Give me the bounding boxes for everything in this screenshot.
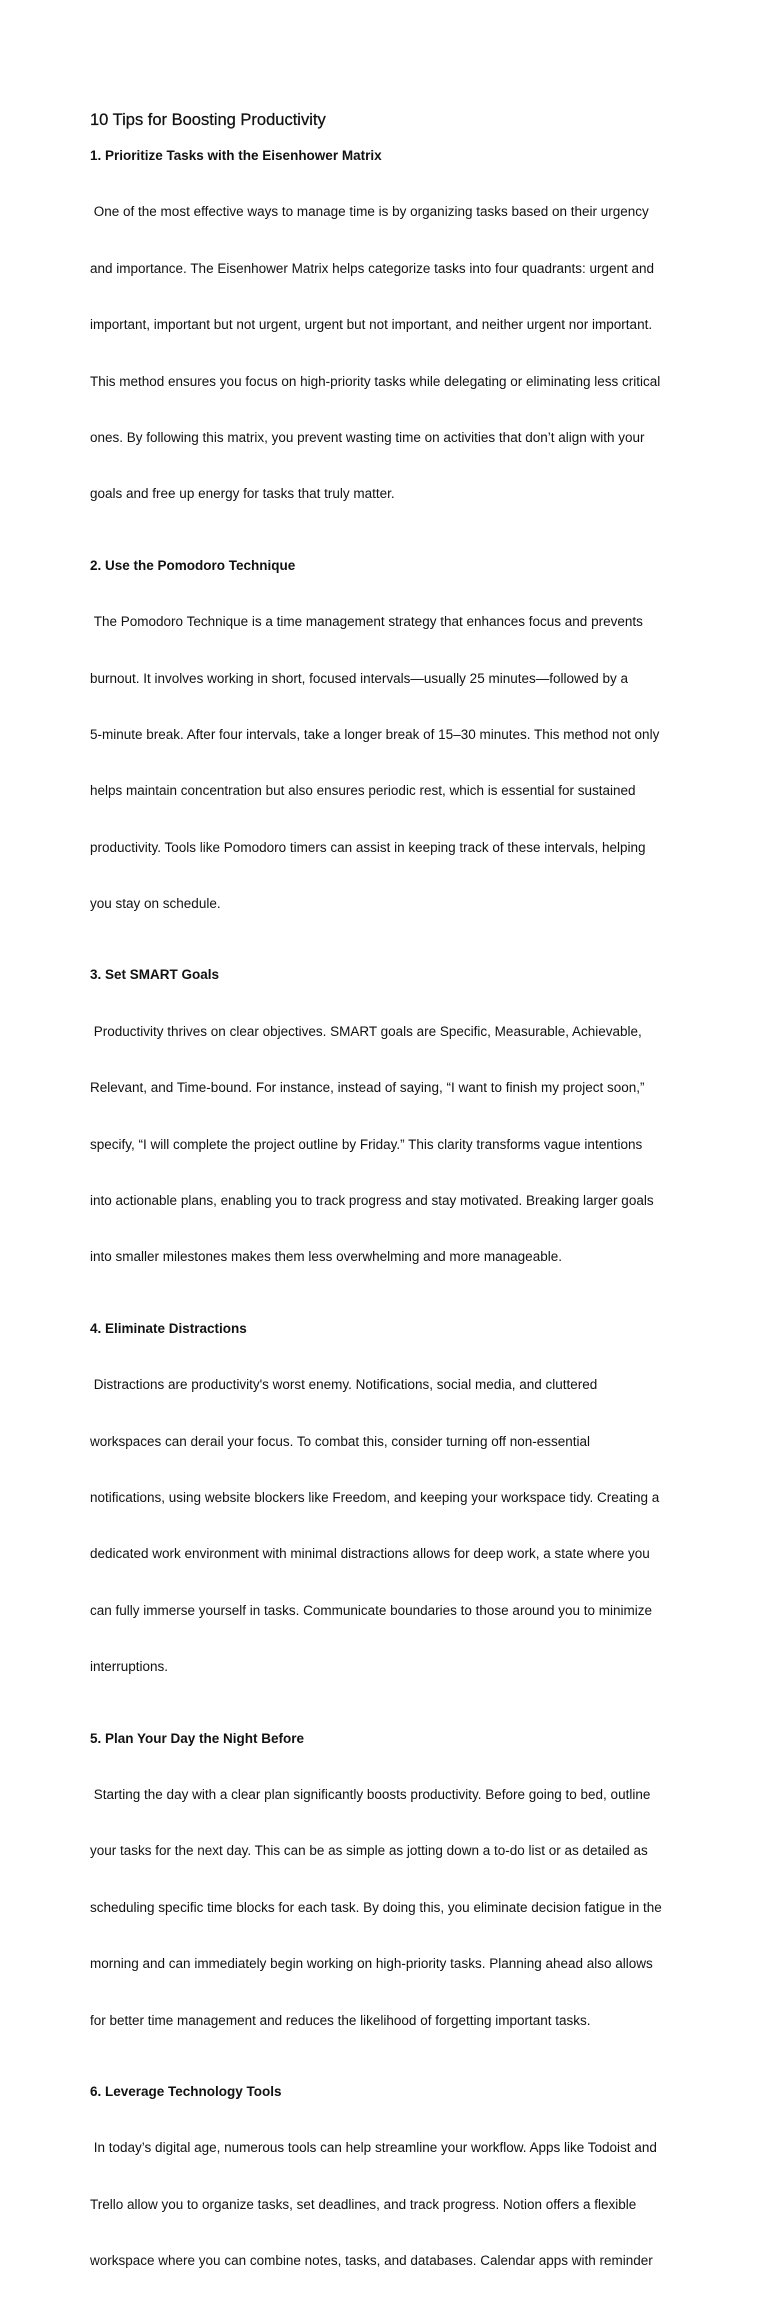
body-line: you stay on schedule. <box>90 896 221 912</box>
section-heading: 6. Leverage Technology Tools <box>90 2083 282 2099</box>
body-line: 5-minute break. After four intervals, take a longer break of 15–30 minutes. This method not only <box>90 726 660 742</box>
body-line: The Pomodoro Technique is a time management strategy that enhances focus and prevents <box>90 614 643 630</box>
body-line: dedicated work environment with minimal distractions allows for deep work, a state where you <box>90 1546 650 1562</box>
section-body <box>90 576 678 952</box>
body-line: This method ensures you focus on high-priority tasks while delegating or eliminating less critical <box>90 373 661 389</box>
body-line: ones. By following this matrix, you prevent wasting time on activities that don’t align with your <box>90 429 645 445</box>
section-heading: 1. Prioritize Tasks with the Eisenhower Matrix <box>90 148 382 163</box>
section-heading: 2. Use the Pomodoro Technique <box>90 557 296 573</box>
body-line: One of the most effective ways to manage time is by organizing tasks based on their urgency <box>90 204 649 220</box>
body-line: important, important but not urgent, urgent but not important, and neither urgent nor important. <box>90 317 653 333</box>
body-line: for better time management and reduces the likelihood of forgetting important tasks. <box>90 2012 591 2028</box>
section-1 <box>90 147 678 542</box>
page-title: 10 Tips for Boosting Productivity <box>90 111 326 129</box>
section-body <box>90 166 678 542</box>
body-line: In today’s digital age, numerous tools can help streamline your workflow. Apps like Todoist and <box>90 2140 657 2156</box>
body-line: Distractions are productivity's worst enemy. Notifications, social media, and cluttered <box>90 1377 598 1393</box>
section-heading: 3. Set SMART Goals <box>90 967 220 983</box>
section-5 <box>90 1730 678 2068</box>
body-line: into smaller milestones makes them less overwhelming and more manageable. <box>90 1249 562 1265</box>
body-line: specify, “I will complete the project outline by Friday.” This clarity transforms vague intentions <box>90 1136 643 1152</box>
section-2 <box>90 557 678 952</box>
body-line: Trello allow you to organize tasks, set deadlines, and track progress. Notion offers a flexible <box>90 2196 637 2212</box>
body-line: productivity. Tools like Pomodoro timers can assist in keeping track of these intervals, helping <box>90 839 646 855</box>
body-line: goals and free up energy for tasks that truly matter. <box>90 486 395 502</box>
section-body <box>90 985 678 1305</box>
body-line: burnout. It involves working in short, focused intervals—usually 25 minutes—followed by a <box>90 670 629 686</box>
document-page <box>90 108 678 2323</box>
section-3 <box>90 966 678 1304</box>
section-body <box>90 2102 678 2309</box>
body-line: and importance. The Eisenhower Matrix helps categorize tasks into four quadrants: urgent and <box>90 260 655 276</box>
section-body <box>90 1339 678 1715</box>
body-line: Productivity thrives on clear objectives. SMART goals are Specific, Measurable, Achievable, <box>90 1023 642 1039</box>
section-body <box>90 1748 678 2068</box>
body-line: scheduling specific time blocks for each task. By doing this, you eliminate decision fatigue in the <box>90 1899 662 1915</box>
section-heading: 4. Eliminate Distractions <box>90 1320 247 1336</box>
body-line: workspaces can derail your focus. To combat this, consider turning off non-essential <box>90 1433 591 1449</box>
section-4 <box>90 1320 678 1715</box>
body-line: Relevant, and Time-bound. For instance, instead of saying, “I want to finish my project soon,” <box>90 1080 645 1096</box>
body-line: interruptions. <box>90 1659 169 1675</box>
body-line: helps maintain concentration but also ensures periodic rest, which is essential for sustained <box>90 783 636 799</box>
body-line: Starting the day with a clear plan significantly boosts productivity. Before going to bed, outline <box>90 1786 651 1802</box>
body-line: morning and can immediately begin working on high-priority tasks. Planning ahead also allows <box>90 1956 653 1972</box>
body-line: workspace where you can combine notes, tasks, and databases. Calendar apps with reminder <box>90 2253 653 2269</box>
body-line: your tasks for the next day. This can be as simple as jotting down a to-do list or as detailed as <box>90 1843 648 1859</box>
body-line: into actionable plans, enabling you to track progress and stay motivated. Breaking larger goals <box>90 1193 654 1209</box>
body-line: notifications, using website blockers like Freedom, and keeping your workspace tidy. Creating a <box>90 1489 660 1505</box>
section-6 <box>90 2083 678 2309</box>
section-heading: 5. Plan Your Day the Night Before <box>90 1730 305 1746</box>
body-line: can fully immerse yourself in tasks. Communicate boundaries to those around you to minimize <box>90 1602 653 1618</box>
